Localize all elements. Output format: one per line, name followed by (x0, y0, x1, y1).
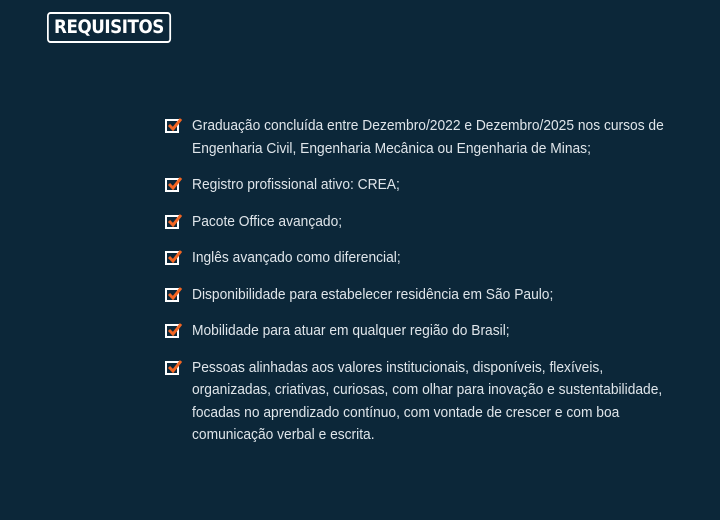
requirement-item (165, 174, 705, 197)
requirement-line: Pessoas alinhadas aos valores institucionais, disponíveis, flexíveis, (192, 358, 604, 376)
requirements-list (165, 115, 705, 461)
checkbox-checked-icon (165, 251, 179, 265)
checkbox-checked-icon (165, 215, 179, 229)
requirement-item (165, 247, 705, 270)
requirement-text (192, 357, 662, 447)
requirement-text (192, 284, 553, 307)
requirement-text (192, 211, 342, 234)
requirement-line: Mobilidade para atuar em qualquer região do Brasil; (192, 322, 510, 339)
checkbox-checked-icon (165, 288, 179, 302)
requirement-item (165, 211, 705, 234)
requirement-item (165, 115, 705, 160)
requirement-text (192, 115, 664, 160)
requirement-text (192, 174, 400, 197)
requirement-line: focadas no aprendizado contínuo, com vontade de crescer e com boa (192, 403, 620, 421)
checkbox-checked-icon (165, 119, 179, 133)
checkbox-checked-icon (165, 178, 179, 192)
requirement-line: Registro profissional ativo: CREA; (192, 176, 400, 193)
requirement-item (165, 357, 705, 447)
checkbox-checked-icon (165, 324, 179, 338)
requirement-line: Disponibilidade para estabelecer residência em São Paulo; (192, 285, 554, 303)
requirement-line: organizadas, criativas, curiosas, com olhar para inovação e sustentabilidade, (192, 381, 663, 398)
requirement-item (165, 320, 705, 343)
requirement-line: Pacote Office avançado; (192, 212, 343, 230)
requirement-text (192, 247, 401, 270)
requirement-text (192, 320, 510, 343)
section-title: REQUISITOS (47, 12, 171, 43)
requirement-line: Inglês avançado como diferencial; (192, 249, 401, 266)
requirement-line: Graduação concluída entre Dezembro/2022 e Dezembro/2025 nos cursos de (192, 117, 664, 134)
requirement-line: comunicação verbal e escrita. (192, 426, 375, 443)
checkbox-checked-icon (165, 361, 179, 375)
requirement-item (165, 284, 705, 307)
requirement-line: Engenharia Civil, Engenharia Mecânica ou Engenharia de Minas; (192, 139, 591, 157)
